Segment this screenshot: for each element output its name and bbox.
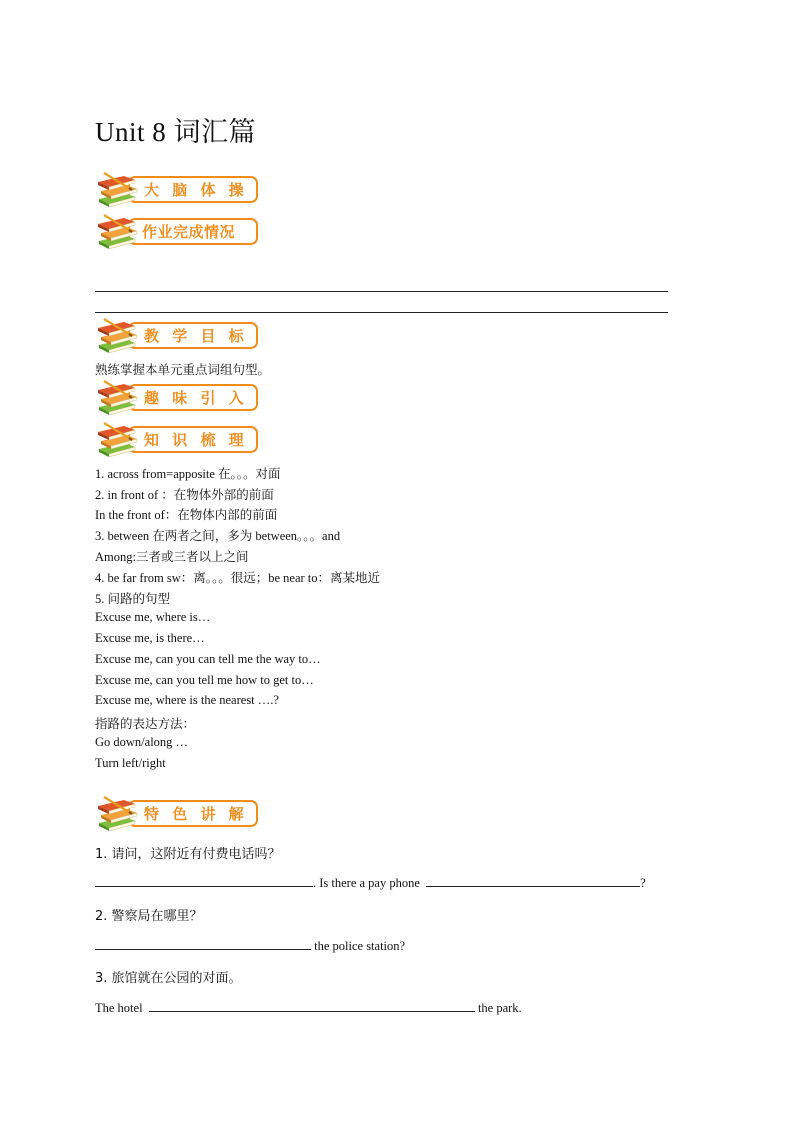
knowledge-line: 3. between 在两者之间，多为 between。。。and bbox=[95, 529, 341, 543]
knowledge-line: Excuse me, is there… bbox=[95, 631, 205, 645]
section-badge-knowledge bbox=[95, 422, 260, 458]
knowledge-line: In the front of：在物体内部的前面 bbox=[95, 508, 278, 522]
section-label: 大 脑 体 操 bbox=[144, 180, 248, 199]
section-label: 教 学 目 标 bbox=[144, 326, 248, 345]
answer-blank[interactable] bbox=[95, 874, 313, 887]
answer-rule bbox=[95, 312, 668, 313]
exercise-answer-1: . Is there a pay phone ? bbox=[95, 874, 646, 891]
section-badge-homework bbox=[95, 214, 260, 250]
knowledge-line: Excuse me, where is… bbox=[95, 610, 211, 624]
goal-text: 熟练掌握本单元重点词组句型。 bbox=[95, 362, 271, 377]
answer-blank[interactable] bbox=[426, 874, 640, 887]
page-title: Unit 8 词汇篇 bbox=[95, 117, 257, 147]
answer-blank[interactable] bbox=[95, 937, 311, 950]
knowledge-line: 1. across from=apposite 在。。。对面 bbox=[95, 467, 281, 481]
knowledge-line: Turn left/right bbox=[95, 756, 166, 770]
section-badge-brain bbox=[95, 172, 260, 208]
section-label: 作业完成情况 bbox=[142, 222, 236, 241]
knowledge-line: Among:三者或三者以上之间 bbox=[95, 550, 249, 564]
section-badge-goals bbox=[95, 318, 260, 354]
exercise-answer-2: the police station? bbox=[95, 937, 405, 954]
section-badge-intro bbox=[95, 380, 260, 416]
section-badge-explain bbox=[95, 796, 260, 832]
exercise-question-2: 2. 警察局在哪里？ bbox=[95, 909, 203, 924]
exercise-answer-3: The hotel the park. bbox=[95, 1001, 522, 1015]
section-label: 知 识 梳 理 bbox=[144, 430, 248, 449]
knowledge-line: Excuse me, can you tell me how to get to… bbox=[95, 673, 314, 687]
section-label: 特 色 讲 解 bbox=[144, 804, 248, 823]
section-label: 趣 味 引 入 bbox=[144, 388, 248, 407]
knowledge-line: 4. be far from sw：离。。。很远；be near to：离某地近 bbox=[95, 571, 381, 585]
answer-blank[interactable] bbox=[149, 999, 475, 1012]
knowledge-line: Go down/along … bbox=[95, 735, 189, 749]
knowledge-line: 2. in front of ：在物体外部的前面 bbox=[95, 488, 274, 502]
answer-rule bbox=[95, 291, 668, 292]
knowledge-line: Excuse me, can you can tell me the way to… bbox=[95, 652, 321, 666]
exercise-question-3: 3. 旅馆就在公园的对面。 bbox=[95, 971, 242, 986]
exercise-question-1: 1. 请问，这附近有付费电话吗？ bbox=[95, 847, 281, 862]
knowledge-line: Excuse me, where is the nearest ….? bbox=[95, 693, 279, 707]
knowledge-line: 5. 问路的句型 bbox=[95, 592, 171, 606]
knowledge-line: 指路的表达方法： bbox=[95, 716, 196, 731]
